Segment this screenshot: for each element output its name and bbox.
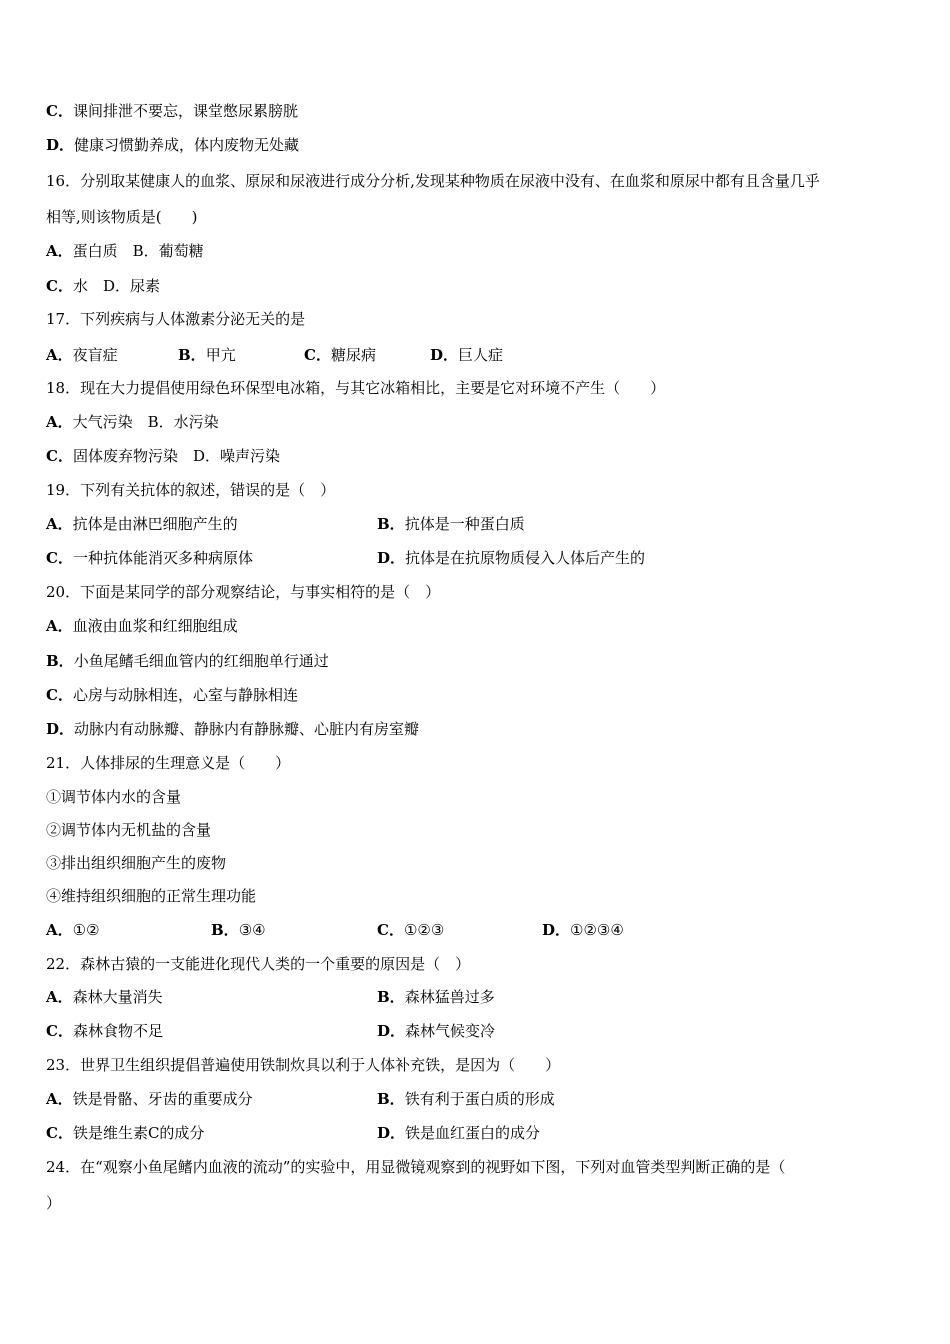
q24-stem-line1: 24．在“观察小鱼尾鳍内血液的流动”的实验中，用显微镜观察到的视野如下图，下列对血管类型判断正确的是（: [46, 1158, 786, 1176]
q19-stem: 19．下列有关抗体的叙述，错误的是（ ）: [46, 481, 336, 499]
q17-option-a: A．夜盲症: [46, 346, 118, 364]
q17-option-d: D．巨人症: [430, 346, 504, 364]
q21-item-4: ④维持组织细胞的正常生理功能: [46, 887, 257, 905]
q20-option-d: D．动脉内有动脉瓣、静脉内有静脉瓣、心脏内有房室瓣: [46, 720, 420, 738]
q20-option-c: C．心房与动脉相连，心室与静脉相连: [46, 686, 298, 704]
q15-option-d: D．健康习惯勤养成，体内废物无处藏: [46, 136, 300, 154]
q22-stem: 22．森林古猿的一支能进化现代人类的一个重要的原因是（ ）: [46, 955, 471, 973]
q23-option-c: C．铁是维生素C的成分: [46, 1124, 205, 1142]
q19-option-a: A．抗体是由淋巴细胞产生的: [46, 515, 238, 533]
q21-option-c: C．①②③: [377, 921, 445, 939]
q21-stem: 21．人体排尿的生理意义是（ ）: [46, 754, 291, 772]
q16-stem-line2: 相等,则该物质是( ): [46, 208, 198, 226]
q21-option-d: D．①②③④: [542, 921, 624, 939]
q20-stem: 20．下面是某同学的部分观察结论，与事实相符的是（ ）: [46, 583, 441, 601]
q17-stem: 17．下列疾病与人体激素分泌无关的是: [46, 310, 306, 328]
q16-stem-line1: 16．分别取某健康人的血浆、原尿和尿液进行成分分析,发现某种物质在尿液中没有、在血浆和原尿中都有且含量几乎: [46, 172, 820, 190]
q24-stem-line2: ）: [46, 1194, 62, 1212]
q21-item-1: ①调节体内水的含量: [46, 788, 182, 806]
q20-option-a: A．血液由血浆和红细胞组成: [46, 617, 238, 635]
q20-option-b: B．小鱼尾鳍毛细血管内的红细胞单行通过: [46, 652, 329, 670]
q22-option-b: B．森林猛兽过多: [377, 988, 495, 1006]
q15-option-c: C．课间排泄不要忘，课堂憋尿累膀胱: [46, 102, 298, 120]
q18-options-cd: C．固体废弃物污染 D．噪声污染: [46, 447, 280, 465]
q22-option-c: C．森林食物不足: [46, 1022, 163, 1040]
q23-option-a: A．铁是骨骼、牙齿的重要成分: [46, 1090, 253, 1108]
q18-stem: 18．现在大力提倡使用绿色环保型电冰箱，与其它冰箱相比，主要是它对环境不产生（ ）: [46, 379, 666, 397]
q19-option-d: D．抗体是在抗原物质侵入人体后产生的: [377, 549, 646, 567]
q16-options-ab: A．蛋白质 B．葡萄糖: [46, 242, 204, 260]
q21-item-2: ②调节体内无机盐的含量: [46, 821, 212, 839]
q18-options-ab: A．大气污染 B．水污染: [46, 413, 219, 431]
q19-option-b: B．抗体是一种蛋白质: [377, 515, 525, 533]
q23-option-b: B．铁有利于蛋白质的形成: [377, 1090, 555, 1108]
q21-item-3: ③排出组织细胞产生的废物: [46, 854, 227, 872]
q22-option-d: D．森林气候变冷: [377, 1022, 496, 1040]
q19-option-c: C．一种抗体能消灭多种病原体: [46, 549, 253, 567]
q17-option-c: C．糖尿病: [304, 346, 376, 364]
q21-option-b: B．③④: [211, 921, 266, 939]
q21-option-a: A．①②: [46, 921, 100, 939]
q23-stem: 23．世界卫生组织提倡普遍使用铁制炊具以利于人体补充铁，是因为（ ）: [46, 1056, 561, 1074]
q23-option-d: D．铁是血红蛋白的成分: [377, 1124, 541, 1142]
q17-option-b: B．甲亢: [178, 346, 236, 364]
q16-options-cd: C．水 D．尿素: [46, 277, 160, 295]
q22-option-a: A．森林大量消失: [46, 988, 163, 1006]
